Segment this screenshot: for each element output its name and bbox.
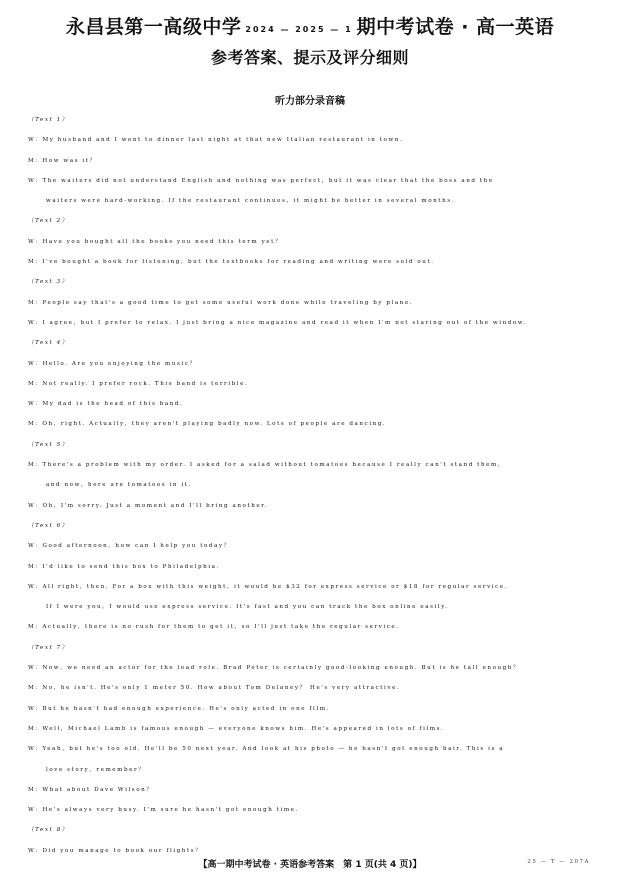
transcript-line: W：Now，we need an actor for the lead role. Brad Peter is certainly good-looking enough. But is he tall enough？: [28, 665, 521, 672]
transcript-line: M：What about Dave Wilson？: [28, 786, 154, 793]
transcript: [28, 110, 594, 861]
transcript-section-label: （Text 7）: [28, 644, 69, 651]
transcript-line: M：I'd like to send this box to Philadelphia.: [28, 563, 220, 570]
transcript-line: W：Yeah，but he's too old. He'll be 50 next year. And look at his photo — he hasn't got enough hair. This is a: [28, 746, 505, 753]
transcript-line: M：Not really. I prefer rock. This band is terrible.: [28, 380, 249, 387]
transcript-line: W：Have you bought all the books you need this term yet？: [28, 238, 283, 245]
transcript-section-label: （Text 2）: [28, 218, 69, 225]
transcript-line: W：But he hasn't had enough experience. He's only acted in one film.: [28, 705, 330, 712]
transcript-line: M：Oh，right. Actually，they aren't playing badly now. Lots of people are dancing.: [28, 421, 387, 428]
transcript-line: If I were you，I would use express service. It's fast and you can track the box online easily.: [46, 604, 449, 611]
footer-code: 25 — T — 207A: [527, 859, 590, 865]
document-title: [0, 12, 620, 39]
transcript-line: M：I've bought a book for listening，but the textbooks for reading and writing were sold out.: [28, 259, 435, 266]
transcript-line: W：My dad is the head of this band.: [28, 401, 184, 408]
transcript-line: W：He's always very busy. I'm sure he hasn't got enough time.: [28, 807, 299, 814]
transcript-line: M：People say that's a good time to get some useful work done while traveling by plane.: [28, 299, 414, 306]
section-heading: 听力部分录音稿: [275, 96, 345, 107]
transcript-line: W：Good afternoon，how can I help you today？: [28, 543, 231, 550]
transcript-section-label: （Text 6）: [28, 522, 69, 529]
transcript-line: waiters were hard-working. If the restaurant continues，it might be better in several months.: [46, 198, 455, 205]
transcript-line: love story，remember？: [46, 766, 146, 773]
page-footer: [0, 857, 620, 871]
transcript-line: W：My husband and I went to dinner last night at that new Italian restaurant in town.: [28, 137, 404, 144]
transcript-line: W：All right，then. For a box with this weight，it would be $32 for express service or $18 for regular service.: [28, 583, 508, 590]
exam-code: 2024 — 2025 — 1: [245, 25, 353, 34]
footer-page-info: 【高一期中考试卷 · 英语参考答案 第 1 页(共 4 页)】: [198, 860, 422, 870]
document-subtitle: 参考答案、提示及评分细则: [210, 48, 409, 67]
transcript-section-label: （Text 8）: [28, 827, 69, 834]
transcript-line: M：No，he isn't. He's only 1 meter 50. How about Tom Delaney？ He's very attractive.: [28, 685, 401, 692]
transcript-line: W：Hello. Are you enjoying the music？: [28, 360, 197, 367]
transcript-line: W：The waiters did not understand English and nothing was perfect，but it was clear that the boss and the: [28, 177, 494, 184]
title-prefix: 永昌县第一高级中学: [65, 16, 242, 38]
transcript-section-label: （Text 4）: [28, 340, 69, 347]
transcript-line: M：How was it？: [28, 157, 97, 164]
title-suffix: 期中考试卷 · 高一英语: [356, 16, 555, 38]
transcript-line: M：Well，Michael Lamb is famous enough — everyone knows him. He's appeared in lots of films.: [28, 725, 445, 732]
transcript-line: W：Oh，I'm sorry. Just a moment and I'll bring another.: [28, 502, 269, 509]
transcript-section-label: （Text 1）: [28, 117, 69, 123]
transcript-section-label: （Text 5）: [28, 441, 69, 448]
transcript-line: W：I agree，but I prefer to relax. I just bring a nice magazine and read it when I'm not staring out of the window.: [28, 319, 527, 326]
transcript-line: and now，here are tomatoes in it.: [46, 482, 192, 489]
transcript-line: W：Did you manage to book our flights？: [28, 847, 203, 854]
transcript-section-label: （Text 3）: [28, 279, 69, 286]
transcript-line: M：Actually，there is no rush for them to get it，so I'll just take the regular service.: [28, 624, 400, 631]
transcript-line: M：There's a problem with my order. I asked for a salad without tomatoes because I really can't stand them，: [28, 462, 505, 469]
document-header: [0, 12, 620, 68]
